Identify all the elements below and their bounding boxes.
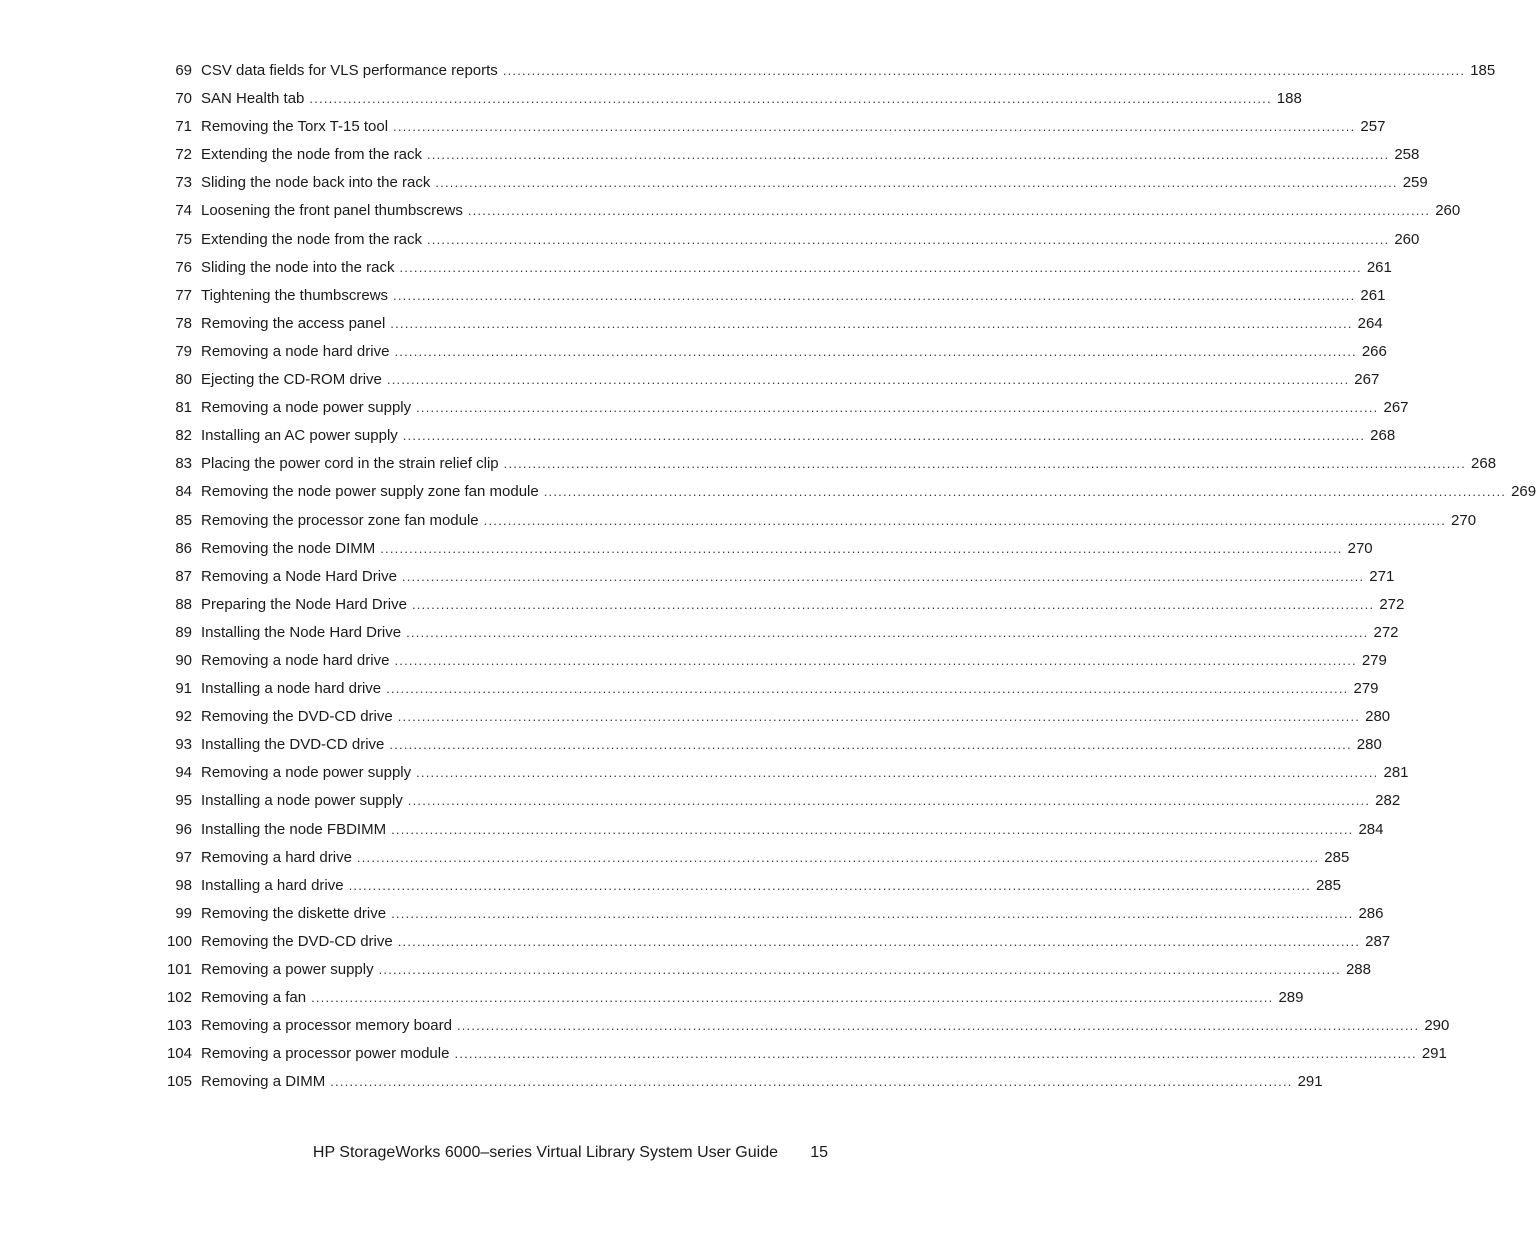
figure-page-number: 290 <box>1424 1017 1450 1035</box>
dot-leader: ........................................................................................................................................................................................................ <box>406 624 1369 640</box>
figure-title: Removing a Node Hard Drive <box>201 567 397 585</box>
dot-leader: ........................................................................................................................................................................................................ <box>416 765 1379 781</box>
dot-leader: ........................................................................................................................................................................................................ <box>356 849 1320 865</box>
figure-page-number: 287 <box>1365 932 1391 950</box>
figure-number: 82 <box>175 427 192 445</box>
toc-entry[interactable] <box>158 900 1384 928</box>
toc-entry[interactable] <box>158 254 1392 282</box>
figure-title: CSV data fields for VLS performance reports <box>201 62 498 79</box>
figure-page-number: 185 <box>1470 62 1496 79</box>
figure-page-number: 270 <box>1347 539 1373 557</box>
figure-number: 84 <box>175 483 192 501</box>
figure-title: Removing a DIMM <box>201 1073 326 1091</box>
figure-title: Removing a hard drive <box>201 848 352 866</box>
dot-leader: ........................................................................................................................................................................................................ <box>309 91 1272 107</box>
toc-entry[interactable] <box>158 478 1536 506</box>
figure-page-number: 261 <box>1360 286 1386 304</box>
figure-title: Installing the node FBDIMM <box>201 820 387 838</box>
toc-entry[interactable] <box>158 169 1428 197</box>
dot-leader: ........................................................................................................................................................................................................ <box>390 315 1353 331</box>
dot-leader: ........................................................................................................................................................................................................ <box>397 709 1361 725</box>
figure-title: Installing an AC power supply <box>201 427 398 445</box>
dot-leader: ........................................................................................................................................................................................................ <box>401 568 1365 584</box>
figure-number: 91 <box>175 680 192 698</box>
figure-title: Removing the Torx T-15 tool <box>201 118 389 136</box>
figure-number: 79 <box>175 342 192 360</box>
figure-page-number: 267 <box>1354 371 1380 389</box>
figure-page-number: 188 <box>1276 90 1302 108</box>
figure-title: Tightening the thumbscrews <box>201 286 389 304</box>
dot-leader: ........................................................................................................................................................................................................ <box>386 681 1349 697</box>
figure-page-number: 257 <box>1360 118 1386 136</box>
figure-page-number: 291 <box>1297 1073 1323 1091</box>
figure-page-number: 280 <box>1365 708 1391 726</box>
dot-leader: ........................................................................................................................................................................................................ <box>397 933 1361 949</box>
dot-leader: ........................................................................................................................................................................................................ <box>394 652 1357 668</box>
figure-number: 94 <box>175 764 192 782</box>
figure-page-number: 288 <box>1345 961 1371 978</box>
figure-number: 81 <box>175 399 192 417</box>
toc-entry[interactable] <box>158 619 1399 647</box>
toc-entry[interactable] <box>158 85 1302 113</box>
figure-number: 89 <box>175 623 192 641</box>
figure-number: 74 <box>175 202 192 220</box>
figure-number: 101 <box>166 961 192 978</box>
figure-page-number: 260 <box>1435 202 1461 220</box>
figure-number: 103 <box>166 1017 192 1035</box>
figure-page-number: 268 <box>1370 427 1396 445</box>
toc-entry[interactable] <box>158 450 1497 478</box>
figure-number: 87 <box>175 567 192 585</box>
figure-number: 69 <box>175 62 192 79</box>
figure-number: 95 <box>175 792 192 810</box>
figure-page-number: 261 <box>1366 258 1392 276</box>
figure-title: Removing a processor memory board <box>201 1017 452 1035</box>
toc-entry[interactable] <box>158 647 1387 675</box>
dot-leader: ........................................................................................................................................................................................................ <box>402 428 1366 444</box>
figure-number: 83 <box>175 455 192 473</box>
figure-page-number: 268 <box>1471 455 1497 473</box>
figure-number: 76 <box>175 258 192 276</box>
page-footer <box>300 1142 828 1164</box>
toc-entry[interactable] <box>158 731 1382 759</box>
figure-title: Removing a processor power module <box>201 1045 450 1063</box>
figure-number: 98 <box>175 876 192 894</box>
toc-entry[interactable] <box>158 787 1401 815</box>
figure-title: Extending the node from the rack <box>201 230 422 248</box>
toc-entry[interactable] <box>158 113 1386 141</box>
figure-number: 93 <box>175 736 192 754</box>
figure-page-number: 291 <box>1421 1045 1447 1063</box>
figure-number: 86 <box>175 539 192 557</box>
figure-title: Removing the access panel <box>201 314 386 332</box>
figure-number: 80 <box>175 371 192 389</box>
toc-entry[interactable] <box>158 563 1395 591</box>
dot-leader: ........................................................................................................................................................................................................ <box>483 512 1447 528</box>
toc-entry[interactable] <box>158 956 1371 984</box>
toc-entry[interactable] <box>158 366 1380 394</box>
dot-leader: ........................................................................................................................................................................................................ <box>391 905 1354 921</box>
figure-page-number: 258 <box>1394 146 1420 164</box>
dot-leader: ........................................................................................................................................................................................................ <box>393 287 1356 303</box>
toc-entry[interactable] <box>158 226 1420 254</box>
toc-entry[interactable] <box>158 338 1387 366</box>
dot-leader: ........................................................................................................................................................................................................ <box>391 821 1354 837</box>
figure-page-number: 279 <box>1353 680 1379 698</box>
toc-entry[interactable] <box>158 759 1409 787</box>
toc-entry[interactable] <box>158 1068 1323 1096</box>
dot-leader: ........................................................................................................................................................................................................ <box>393 119 1356 135</box>
dot-leader: ........................................................................................................................................................................................................ <box>311 990 1274 1006</box>
toc-entry[interactable] <box>158 57 1496 85</box>
toc-entry[interactable] <box>158 310 1383 338</box>
dot-leader: ........................................................................................................................................................................................................ <box>411 596 1375 612</box>
dot-leader: ........................................................................................................................................................................................................ <box>407 793 1371 809</box>
figure-title: Removing a fan <box>201 989 307 1007</box>
figure-title: Removing a node power supply <box>201 399 412 417</box>
figure-number: 100 <box>166 932 192 950</box>
figure-title: Loosening the front panel thumbscrews <box>201 202 463 220</box>
figure-page-number: 289 <box>1278 989 1304 1007</box>
dot-leader: ........................................................................................................................................................................................................ <box>330 1074 1293 1090</box>
toc-entry[interactable] <box>158 422 1396 450</box>
toc-entry[interactable] <box>158 507 1477 535</box>
figure-title: Removing a power supply <box>201 961 374 978</box>
figure-title: Removing the DVD-CD drive <box>201 932 393 950</box>
figure-page-number: 269 <box>1511 483 1536 501</box>
figure-number: 92 <box>175 708 192 726</box>
figure-page-number: 271 <box>1369 567 1395 585</box>
dot-leader: ........................................................................................................................................................................................................ <box>386 372 1350 388</box>
figure-title: Removing the DVD-CD drive <box>201 708 393 726</box>
figure-title: Sliding the node into the rack <box>201 258 395 276</box>
toc-entry[interactable] <box>158 1040 1447 1068</box>
toc-entry[interactable] <box>158 282 1386 310</box>
figure-page-number: 280 <box>1356 736 1382 754</box>
figure-page-number: 266 <box>1361 342 1387 360</box>
dot-leader: ........................................................................................................................................................................................................ <box>454 1046 1417 1062</box>
dot-leader: ........................................................................................................................................................................................................ <box>394 343 1357 359</box>
toc-entry[interactable] <box>158 141 1420 169</box>
toc-entry[interactable] <box>158 816 1384 844</box>
figure-title: Removing the diskette drive <box>201 904 387 922</box>
figure-page-number: 264 <box>1357 314 1383 332</box>
dot-leader: ........................................................................................................................................................................................................ <box>543 484 1507 500</box>
figure-title: Removing the processor zone fan module <box>201 511 479 529</box>
dot-leader: ........................................................................................................................................................................................................ <box>435 175 1398 191</box>
figure-page-number: 279 <box>1361 651 1387 669</box>
toc-entry[interactable] <box>158 675 1379 703</box>
figure-page-number: 284 <box>1358 820 1384 838</box>
figure-page-number: 270 <box>1451 511 1477 529</box>
dot-leader: ........................................................................................................................................................................................................ <box>416 400 1379 416</box>
toc-entry[interactable] <box>158 197 1461 225</box>
figure-title: Removing a node hard drive <box>201 342 390 360</box>
figure-number: 78 <box>175 314 192 332</box>
figure-title: Extending the node from the rack <box>201 146 422 164</box>
figure-number: 73 <box>175 174 192 192</box>
figure-number: 104 <box>166 1045 192 1063</box>
figure-number: 88 <box>175 595 192 613</box>
dot-leader: ........................................................................................................................................................................................................ <box>467 203 1431 219</box>
figure-number: 102 <box>166 989 192 1007</box>
figure-title: Placing the power cord in the strain relief clip <box>201 455 499 473</box>
figure-page-number: 285 <box>1315 876 1341 894</box>
dot-leader: ........................................................................................................................................................................................................ <box>348 877 1311 893</box>
figure-title: Ejecting the CD-ROM drive <box>201 371 382 389</box>
figure-number: 90 <box>175 651 192 669</box>
figure-title: Installing a hard drive <box>201 876 344 894</box>
toc-entry[interactable] <box>158 844 1350 872</box>
figure-number: 70 <box>175 90 192 108</box>
toc-entry[interactable] <box>158 591 1405 619</box>
toc-entry[interactable] <box>158 394 1409 422</box>
figure-number: 75 <box>175 230 192 248</box>
figure-number: 96 <box>175 820 192 838</box>
figure-number: 77 <box>175 286 192 304</box>
dot-leader: ........................................................................................................................................................................................................ <box>399 259 1362 275</box>
figure-page-number: 281 <box>1383 764 1409 782</box>
figure-title: Installing a node power supply <box>201 792 403 810</box>
figure-page-number: 267 <box>1383 399 1409 417</box>
figure-page-number: 286 <box>1358 904 1384 922</box>
figure-title: Removing a node power supply <box>201 764 412 782</box>
figure-number: 72 <box>175 146 192 164</box>
figure-title: Installing a node hard drive <box>201 680 382 698</box>
figure-title: Installing the DVD-CD drive <box>201 736 385 754</box>
figure-page-number: 259 <box>1402 174 1428 192</box>
figure-number: 99 <box>175 904 192 922</box>
figure-title: Preparing the Node Hard Drive <box>201 595 407 613</box>
figure-page-number: 260 <box>1394 230 1420 248</box>
dot-leader: ........................................................................................................................................................................................................ <box>378 962 1341 977</box>
dot-leader: ........................................................................................................................................................................................................ <box>502 63 1466 78</box>
dot-leader: ........................................................................................................................................................................................................ <box>426 231 1390 247</box>
figure-title: Removing the node DIMM <box>201 539 376 557</box>
figure-page-number: 282 <box>1375 792 1401 810</box>
figure-number: 105 <box>166 1073 192 1091</box>
dot-leader: ........................................................................................................................................................................................................ <box>426 147 1390 163</box>
dot-leader: ........................................................................................................................................................................................................ <box>380 540 1343 556</box>
figure-page-number: 272 <box>1379 595 1405 613</box>
figure-title: Sliding the node back into the rack <box>201 174 431 192</box>
figure-page-number: 272 <box>1373 623 1399 641</box>
toc-entry[interactable] <box>158 703 1391 731</box>
figure-number: 85 <box>175 511 192 529</box>
footer-page-number: 15 <box>810 1144 828 1161</box>
toc-entry[interactable] <box>158 928 1391 956</box>
toc-entry[interactable] <box>158 1012 1450 1040</box>
figure-title: Removing a node hard drive <box>201 651 390 669</box>
figure-number: 97 <box>175 848 192 866</box>
dot-leader: ........................................................................................................................................................................................................ <box>503 456 1467 472</box>
figure-title: Removing the node power supply zone fan module <box>201 483 539 501</box>
figure-page-number: 285 <box>1324 848 1350 866</box>
footer-document-title: HP StorageWorks 6000–series Virtual Library System User Guide <box>312 1144 778 1161</box>
toc-entry[interactable] <box>158 535 1373 563</box>
toc-entry[interactable] <box>158 984 1304 1012</box>
figure-title: Installing the Node Hard Drive <box>201 623 402 641</box>
figure-title: SAN Health tab <box>201 90 305 108</box>
dot-leader: ........................................................................................................................................................................................................ <box>389 737 1352 753</box>
figure-number: 71 <box>175 118 192 136</box>
table-of-figures <box>158 57 1536 1096</box>
toc-entry[interactable] <box>158 872 1341 900</box>
dot-leader: ........................................................................................................................................................................................................ <box>456 1018 1420 1034</box>
